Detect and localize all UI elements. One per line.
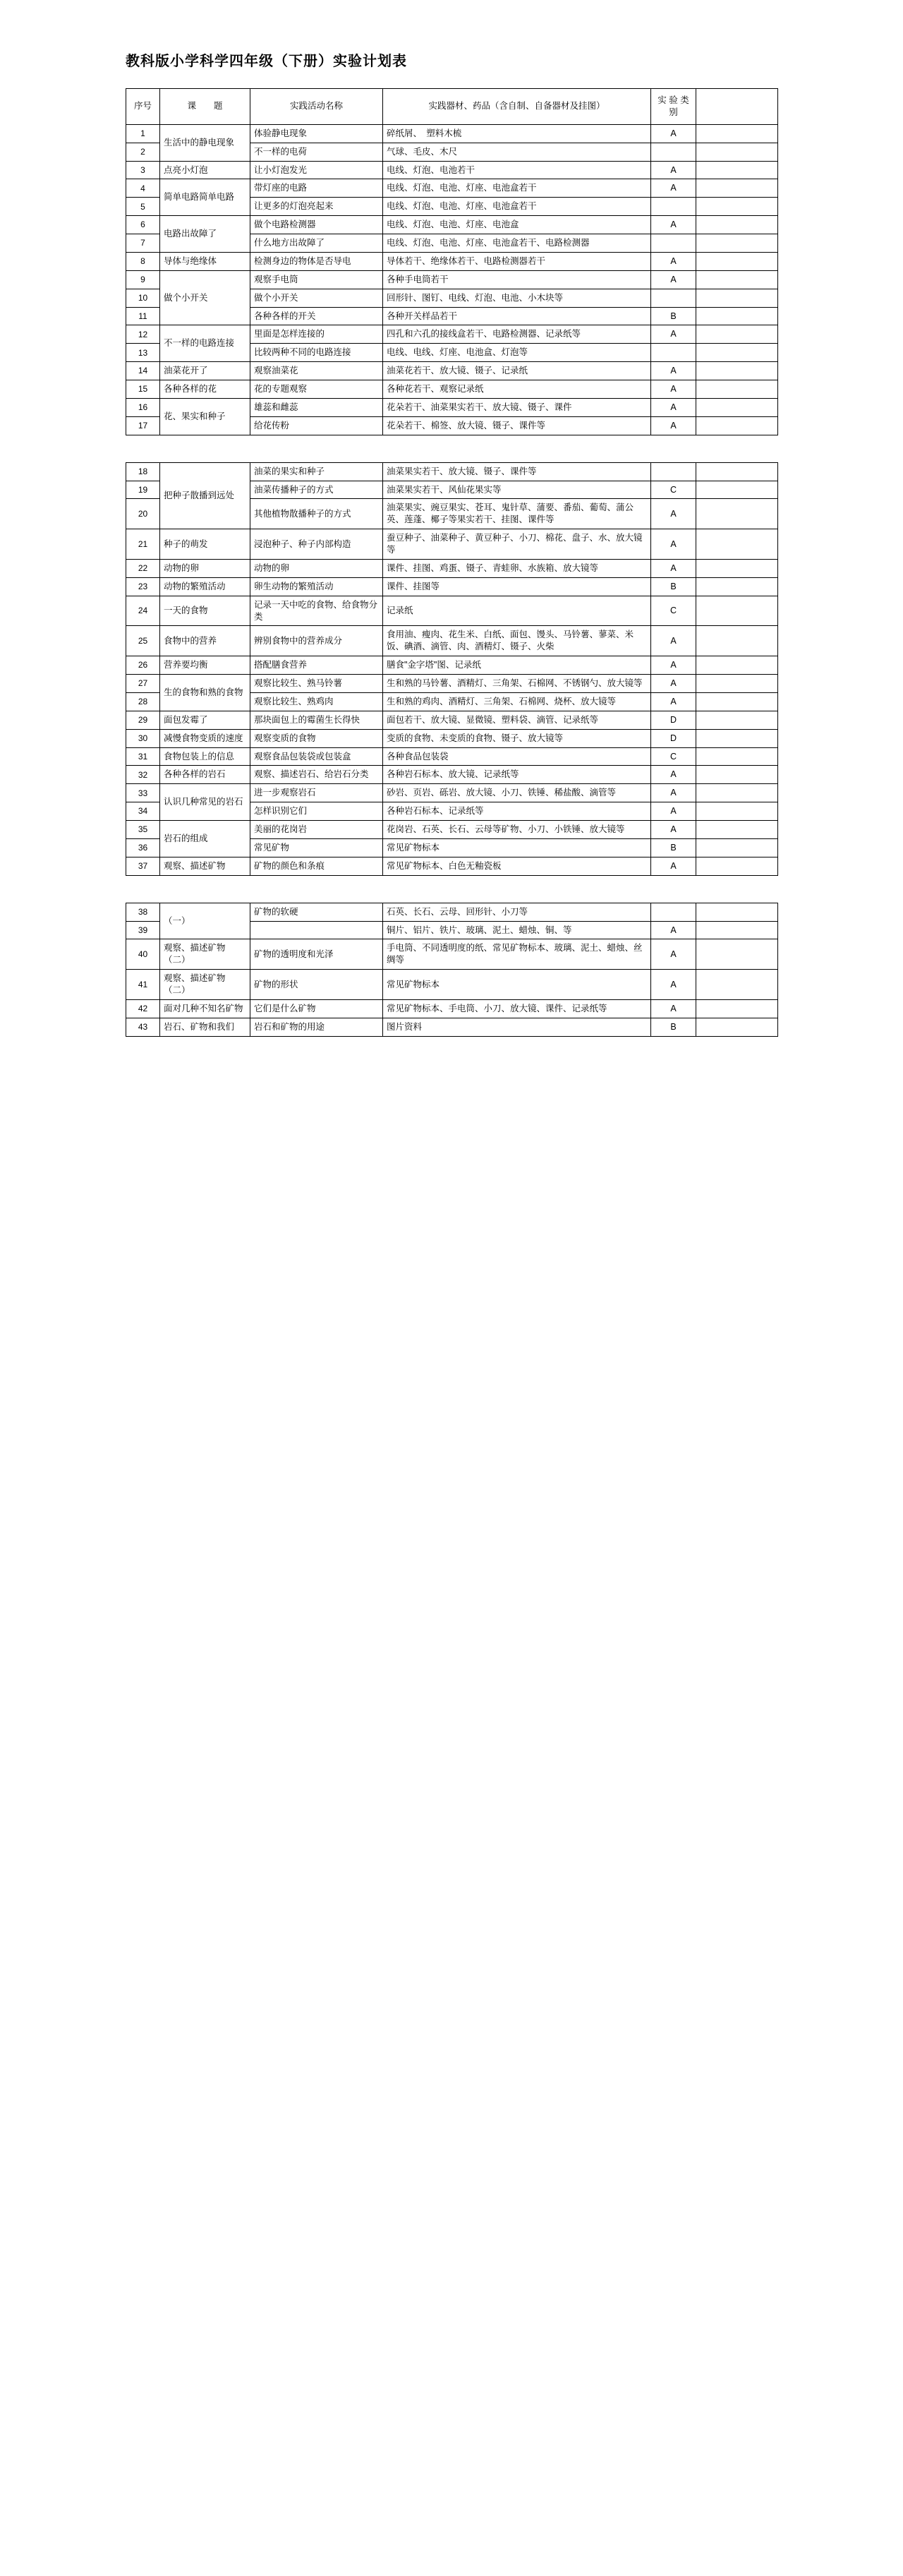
- cell-seq: 36: [126, 838, 160, 857]
- cell-blank: [696, 270, 778, 289]
- cell-materials: 手电筒、不同透明度的纸、常见矿物标本、玻璃、泥土、蜡烛、丝绸等: [383, 939, 651, 970]
- cell-seq: 7: [126, 234, 160, 253]
- table-row: [126, 1018, 778, 1036]
- cell-activity: 观察食品包装袋或包装盒: [250, 747, 383, 766]
- cell-category: C: [651, 596, 696, 626]
- cell-category: C: [651, 747, 696, 766]
- cell-blank: [696, 252, 778, 270]
- experiment-table-3: [126, 903, 778, 1037]
- cell-category: [651, 289, 696, 307]
- cell-blank: [696, 626, 778, 656]
- cell-materials: 电线、电线、灯座、电池盒、灯泡等: [383, 344, 651, 362]
- cell-blank: [696, 921, 778, 939]
- cell-category: B: [651, 838, 696, 857]
- cell-category: A: [651, 216, 696, 234]
- cell-seq: 14: [126, 362, 160, 380]
- cell-lesson: 做个小开关: [160, 270, 250, 325]
- cell-seq: 23: [126, 577, 160, 596]
- table-row: [126, 857, 778, 875]
- cell-materials: 油菜果实若干、放大镜、镊子、课件等: [383, 462, 651, 481]
- cell-activity: 矿物的颜色和条痕: [250, 857, 383, 875]
- cell-materials: 导体若干、绝缘体若干、电路检测器若干: [383, 252, 651, 270]
- cell-seq: 35: [126, 821, 160, 839]
- cell-activity: 矿物的形状: [250, 970, 383, 1000]
- cell-materials: 生和熟的马铃薯、酒精灯、三角架、石棉网、不锈钢勺、放大镜等: [383, 675, 651, 693]
- cell-blank: [696, 499, 778, 529]
- cell-blank: [696, 216, 778, 234]
- cell-blank: [696, 398, 778, 416]
- cell-category: [651, 344, 696, 362]
- cell-blank: [696, 481, 778, 499]
- cell-lesson: 岩石、矿物和我们: [160, 1018, 250, 1036]
- table-row: [126, 656, 778, 675]
- cell-activity: 怎样识别它们: [250, 802, 383, 821]
- cell-materials: 电线、灯泡、电池若干: [383, 161, 651, 179]
- cell-category: A: [651, 784, 696, 802]
- table-row: [126, 529, 778, 560]
- experiment-table-block-1: [126, 88, 777, 435]
- cell-blank: [696, 838, 778, 857]
- cell-seq: 42: [126, 999, 160, 1018]
- cell-lesson: 面包发霉了: [160, 711, 250, 729]
- cell-materials: 四孔和六孔的接线盒若干、电路检测器、记录纸等: [383, 325, 651, 344]
- table-row: [126, 362, 778, 380]
- cell-seq: 31: [126, 747, 160, 766]
- cell-blank: [696, 380, 778, 399]
- cell-blank: [696, 857, 778, 875]
- cell-blank: [696, 416, 778, 435]
- cell-seq: 28: [126, 692, 160, 711]
- cell-activity: 什么地方出故障了: [250, 234, 383, 253]
- cell-seq: 5: [126, 198, 160, 216]
- cell-blank: [696, 903, 778, 921]
- cell-materials: 生和熟的鸡肉、酒精灯、三角架、石棉网、烧杯、放大镜等: [383, 692, 651, 711]
- cell-materials: 膳食"金字塔"图、记录纸: [383, 656, 651, 675]
- cell-category: A: [651, 416, 696, 435]
- table-body-2: [126, 462, 778, 875]
- cell-activity: 观察手电筒: [250, 270, 383, 289]
- cell-category: A: [651, 380, 696, 399]
- cell-category: B: [651, 577, 696, 596]
- table-row: [126, 596, 778, 626]
- table-row: [126, 252, 778, 270]
- cell-materials: 常见矿物标本: [383, 970, 651, 1000]
- cell-lesson: 种子的萌发: [160, 529, 250, 560]
- cell-blank: [696, 939, 778, 970]
- cell-lesson: 不一样的电路连接: [160, 325, 250, 362]
- cell-activity: 油菜的果实和种子: [250, 462, 383, 481]
- cell-blank: [696, 784, 778, 802]
- cell-activity: 花的专题观察: [250, 380, 383, 399]
- table-row: [126, 747, 778, 766]
- cell-category: A: [651, 124, 696, 143]
- cell-category: A: [651, 970, 696, 1000]
- header-materials: 实践器材、药品（含自制、自备器材及挂图）: [383, 89, 651, 125]
- cell-activity: [250, 921, 383, 939]
- cell-lesson: 电路出故障了: [160, 216, 250, 253]
- cell-blank: [696, 656, 778, 675]
- cell-activity: 观察、描述岩石、给岩石分类: [250, 766, 383, 784]
- table-row: [126, 766, 778, 784]
- cell-category: A: [651, 362, 696, 380]
- cell-materials: 花岗岩、石英、长石、云母等矿物、小刀、小铁锤、放大镜等: [383, 821, 651, 839]
- cell-category: C: [651, 481, 696, 499]
- cell-activity: 里面是怎样连接的: [250, 325, 383, 344]
- cell-blank: [696, 307, 778, 325]
- cell-blank: [696, 559, 778, 577]
- cell-materials: 各种手电筒若干: [383, 270, 651, 289]
- cell-materials: 油菜花若干、放大镜、镊子、记录纸: [383, 362, 651, 380]
- table-row: [126, 903, 778, 921]
- cell-activity: 做个小开关: [250, 289, 383, 307]
- cell-blank: [696, 802, 778, 821]
- cell-blank: [696, 344, 778, 362]
- table-header-row: [126, 89, 778, 125]
- cell-materials: 记录纸: [383, 596, 651, 626]
- cell-seq: 10: [126, 289, 160, 307]
- cell-materials: 花朵若干、油菜果实若干、放大镜、镊子、课件: [383, 398, 651, 416]
- cell-lesson: （一）: [160, 903, 250, 939]
- table-row: [126, 161, 778, 179]
- cell-category: A: [651, 766, 696, 784]
- cell-lesson: 简单电路简单电路: [160, 179, 250, 216]
- cell-materials: 蚕豆种子、油菜种子、黄豆种子、小刀、棉花、盘子、水、放大镜等: [383, 529, 651, 560]
- cell-materials: 常见矿物标本、手电筒、小刀、放大镜、课件、记录纸等: [383, 999, 651, 1018]
- cell-activity: 观察比较生、熟马铃薯: [250, 675, 383, 693]
- experiment-table-block-2: [126, 462, 777, 876]
- table-row: [126, 729, 778, 747]
- cell-materials: 油菜果实若干、风仙花果实等: [383, 481, 651, 499]
- cell-blank: [696, 970, 778, 1000]
- cell-seq: 40: [126, 939, 160, 970]
- cell-lesson: 生活中的静电现象: [160, 124, 250, 161]
- cell-lesson: 动物的卵: [160, 559, 250, 577]
- table-row: [126, 711, 778, 729]
- cell-blank: [696, 999, 778, 1018]
- cell-activity: 岩石和矿物的用途: [250, 1018, 383, 1036]
- cell-lesson: 食物中的营养: [160, 626, 250, 656]
- experiment-table-1: [126, 88, 778, 435]
- cell-category: A: [651, 675, 696, 693]
- cell-seq: 43: [126, 1018, 160, 1036]
- cell-materials: 变质的食物、未变质的食物、镊子、放大镜等: [383, 729, 651, 747]
- cell-lesson: 认识几种常见的岩石: [160, 784, 250, 821]
- header-activity: 实践活动名称: [250, 89, 383, 125]
- cell-seq: 2: [126, 143, 160, 161]
- cell-activity: 带灯座的电路: [250, 179, 383, 198]
- cell-activity: 让小灯泡发光: [250, 161, 383, 179]
- cell-category: B: [651, 1018, 696, 1036]
- cell-seq: 4: [126, 179, 160, 198]
- cell-category: A: [651, 656, 696, 675]
- cell-category: A: [651, 325, 696, 344]
- cell-materials: 电线、灯泡、电池、灯座、电池盒若干、电路检测器: [383, 234, 651, 253]
- cell-category: [651, 143, 696, 161]
- cell-seq: 18: [126, 462, 160, 481]
- cell-activity: 给花传粉: [250, 416, 383, 435]
- cell-activity: 进一步观察岩石: [250, 784, 383, 802]
- cell-blank: [696, 529, 778, 560]
- table-row: [126, 462, 778, 481]
- cell-lesson: 食物包装上的信息: [160, 747, 250, 766]
- cell-blank: [696, 692, 778, 711]
- cell-category: [651, 234, 696, 253]
- cell-category: A: [651, 692, 696, 711]
- cell-seq: 25: [126, 626, 160, 656]
- cell-seq: 16: [126, 398, 160, 416]
- cell-seq: 37: [126, 857, 160, 875]
- cell-seq: 11: [126, 307, 160, 325]
- cell-activity: 美丽的花岗岩: [250, 821, 383, 839]
- cell-blank: [696, 596, 778, 626]
- cell-seq: 6: [126, 216, 160, 234]
- cell-activity: 常见矿物: [250, 838, 383, 857]
- cell-materials: 常见矿物标本: [383, 838, 651, 857]
- cell-category: A: [651, 921, 696, 939]
- table-row: [126, 784, 778, 802]
- cell-seq: 3: [126, 161, 160, 179]
- header-category: 实 验 类别: [651, 89, 696, 125]
- table-row: [126, 325, 778, 344]
- cell-seq: 27: [126, 675, 160, 693]
- cell-lesson: 导体与绝缘体: [160, 252, 250, 270]
- cell-activity: 那块面包上的霉菌生长得快: [250, 711, 383, 729]
- cell-activity: 比较两种不同的电路连接: [250, 344, 383, 362]
- cell-lesson: 减慢食物变质的速度: [160, 729, 250, 747]
- cell-seq: 21: [126, 529, 160, 560]
- cell-blank: [696, 362, 778, 380]
- table-row: [126, 939, 778, 970]
- cell-category: D: [651, 711, 696, 729]
- cell-lesson: 面对几种不知名矿物: [160, 999, 250, 1018]
- cell-lesson: 各种各样的花: [160, 380, 250, 399]
- cell-activity: 体验静电现象: [250, 124, 383, 143]
- cell-seq: 33: [126, 784, 160, 802]
- cell-materials: 面包若干、放大镜、显微镜、塑料袋、滴管、记录纸等: [383, 711, 651, 729]
- cell-materials: 电线、灯泡、电池、灯座、电池盒若干: [383, 198, 651, 216]
- table-row: [126, 179, 778, 198]
- cell-activity: 油菜传播种子的方式: [250, 481, 383, 499]
- cell-seq: 41: [126, 970, 160, 1000]
- cell-seq: 15: [126, 380, 160, 399]
- cell-activity: 其他植物散播种子的方式: [250, 499, 383, 529]
- cell-materials: 课件、挂图等: [383, 577, 651, 596]
- cell-activity: 记录一天中吃的食物、给食物分类: [250, 596, 383, 626]
- cell-category: B: [651, 307, 696, 325]
- table-row: [126, 559, 778, 577]
- cell-seq: 9: [126, 270, 160, 289]
- cell-materials: 砂岩、页岩、砾岩、放大镜、小刀、铁锤、稀盐酸、滴管等: [383, 784, 651, 802]
- cell-category: A: [651, 802, 696, 821]
- cell-category: A: [651, 559, 696, 577]
- cell-blank: [696, 179, 778, 198]
- cell-lesson: 营养要均衡: [160, 656, 250, 675]
- cell-blank: [696, 729, 778, 747]
- cell-category: A: [651, 529, 696, 560]
- cell-activity: 矿物的软硬: [250, 903, 383, 921]
- cell-category: A: [651, 161, 696, 179]
- cell-activity: 观察比较生、熟鸡肉: [250, 692, 383, 711]
- cell-lesson: 各种各样的岩石: [160, 766, 250, 784]
- cell-category: A: [651, 270, 696, 289]
- cell-materials: 铜片、铝片、铁片、玻璃、泥土、蜡烛、铜、等: [383, 921, 651, 939]
- cell-materials: 食用油、瘦肉、花生米、白纸、面包、馒头、马铃薯、蓼菜、米饭、碘酒、滴管、肉、酒精灯、镊子、火柴: [383, 626, 651, 656]
- cell-seq: 32: [126, 766, 160, 784]
- table-row: [126, 577, 778, 596]
- cell-materials: 各种开关样品若干: [383, 307, 651, 325]
- cell-seq: 39: [126, 921, 160, 939]
- cell-materials: 回形针、图钉、电线、灯泡、电池、小木块等: [383, 289, 651, 307]
- cell-activity: 浸泡种子、种子内部构造: [250, 529, 383, 560]
- cell-blank: [696, 289, 778, 307]
- cell-materials: 图片资料: [383, 1018, 651, 1036]
- table-row: [126, 821, 778, 839]
- cell-category: [651, 462, 696, 481]
- table-body-3: [126, 903, 778, 1036]
- cell-activity: 动物的卵: [250, 559, 383, 577]
- cell-lesson: 观察、描述矿物: [160, 857, 250, 875]
- cell-blank: [696, 675, 778, 693]
- cell-seq: 8: [126, 252, 160, 270]
- header-lesson: 课 题: [160, 89, 250, 125]
- document-page: [0, 49, 903, 1037]
- experiment-table-block-3: [126, 903, 777, 1037]
- experiment-table-2: [126, 462, 778, 876]
- cell-activity: 矿物的透明度和光泽: [250, 939, 383, 970]
- table-row: [126, 675, 778, 693]
- cell-materials: 电线、灯泡、电池、灯座、电池盒若干: [383, 179, 651, 198]
- header-seq: 序号: [126, 89, 160, 125]
- cell-seq: 12: [126, 325, 160, 344]
- cell-blank: [696, 325, 778, 344]
- cell-seq: 29: [126, 711, 160, 729]
- table-row: [126, 970, 778, 1000]
- cell-seq: 34: [126, 802, 160, 821]
- cell-activity: 做个电路检测器: [250, 216, 383, 234]
- cell-lesson: 点亮小灯泡: [160, 161, 250, 179]
- cell-blank: [696, 1018, 778, 1036]
- cell-seq: 22: [126, 559, 160, 577]
- cell-seq: 1: [126, 124, 160, 143]
- cell-materials: 课件、挂图、鸡蛋、镊子、青蛙卵、水族箱、放大镜等: [383, 559, 651, 577]
- cell-lesson: 把种子散播到远处: [160, 462, 250, 529]
- cell-activity: 观察变质的食物: [250, 729, 383, 747]
- cell-seq: 24: [126, 596, 160, 626]
- cell-lesson: 花、果实和种子: [160, 398, 250, 435]
- cell-seq: 17: [126, 416, 160, 435]
- cell-materials: 油菜果实、豌豆果实、苍耳、鬼针草、蒲要、番茄、葡萄、蒲公英、莲蓬、椰子等果实若干、挂图、课件等: [383, 499, 651, 529]
- cell-materials: 电线、灯泡、电池、灯座、电池盒: [383, 216, 651, 234]
- table-row: [126, 270, 778, 289]
- cell-activity: 不一样的电荷: [250, 143, 383, 161]
- cell-activity: 雄蕊和雌蕊: [250, 398, 383, 416]
- cell-category: A: [651, 939, 696, 970]
- header-blank: [696, 89, 778, 125]
- cell-lesson: 岩石的组成: [160, 821, 250, 857]
- cell-materials: 花朵若干、棉签、放大镜、镊子、课件等: [383, 416, 651, 435]
- table-body-1: [126, 124, 778, 435]
- cell-materials: 碎纸屑、 塑料木梳: [383, 124, 651, 143]
- cell-lesson: 观察、描述矿物（二）: [160, 970, 250, 1000]
- cell-category: [651, 903, 696, 921]
- cell-category: A: [651, 821, 696, 839]
- table-row: [126, 216, 778, 234]
- cell-activity: 它们是什么矿物: [250, 999, 383, 1018]
- cell-activity: 辨别食物中的营养成分: [250, 626, 383, 656]
- cell-seq: 38: [126, 903, 160, 921]
- cell-materials: 气球、毛皮、木尺: [383, 143, 651, 161]
- cell-category: A: [651, 252, 696, 270]
- cell-activity: 卵生动物的繁殖活动: [250, 577, 383, 596]
- table-row: [126, 626, 778, 656]
- cell-seq: 19: [126, 481, 160, 499]
- cell-blank: [696, 747, 778, 766]
- cell-seq: 30: [126, 729, 160, 747]
- cell-materials: 常见矿物标本、白色无釉瓷板: [383, 857, 651, 875]
- cell-lesson: 一天的食物: [160, 596, 250, 626]
- cell-activity: 让更多的灯泡亮起来: [250, 198, 383, 216]
- cell-activity: 各种各样的开关: [250, 307, 383, 325]
- cell-category: A: [651, 179, 696, 198]
- cell-blank: [696, 462, 778, 481]
- cell-blank: [696, 143, 778, 161]
- cell-activity: 检测身边的物体是否导电: [250, 252, 383, 270]
- cell-blank: [696, 198, 778, 216]
- cell-category: A: [651, 499, 696, 529]
- cell-seq: 26: [126, 656, 160, 675]
- cell-seq: 13: [126, 344, 160, 362]
- cell-materials: 各种花若干、观察记录纸: [383, 380, 651, 399]
- cell-activity: 观察油菜花: [250, 362, 383, 380]
- cell-activity: 搭配膳食营养: [250, 656, 383, 675]
- cell-materials: 石英、长石、云母、回形针、小刀等: [383, 903, 651, 921]
- cell-materials: 各种食品包装袋: [383, 747, 651, 766]
- cell-category: A: [651, 626, 696, 656]
- cell-lesson: 动物的繁殖活动: [160, 577, 250, 596]
- cell-seq: 20: [126, 499, 160, 529]
- table-row: [126, 398, 778, 416]
- cell-blank: [696, 234, 778, 253]
- cell-blank: [696, 161, 778, 179]
- cell-lesson: 油菜花开了: [160, 362, 250, 380]
- cell-category: A: [651, 857, 696, 875]
- cell-lesson: 生的食物和熟的食物: [160, 675, 250, 711]
- cell-materials: 各种岩石标本、放大镜、记录纸等: [383, 766, 651, 784]
- cell-blank: [696, 821, 778, 839]
- cell-lesson: 观察、描述矿物（二）: [160, 939, 250, 970]
- cell-blank: [696, 711, 778, 729]
- table-row: [126, 380, 778, 399]
- cell-category: D: [651, 729, 696, 747]
- cell-blank: [696, 124, 778, 143]
- cell-blank: [696, 577, 778, 596]
- cell-materials: 各种岩石标本、记录纸等: [383, 802, 651, 821]
- table-row: [126, 999, 778, 1018]
- cell-blank: [696, 766, 778, 784]
- page-title: 教科版小学科学四年级（下册）实验计划表: [126, 54, 407, 69]
- cell-category: A: [651, 999, 696, 1018]
- cell-category: A: [651, 398, 696, 416]
- table-row: [126, 124, 778, 143]
- cell-category: [651, 198, 696, 216]
